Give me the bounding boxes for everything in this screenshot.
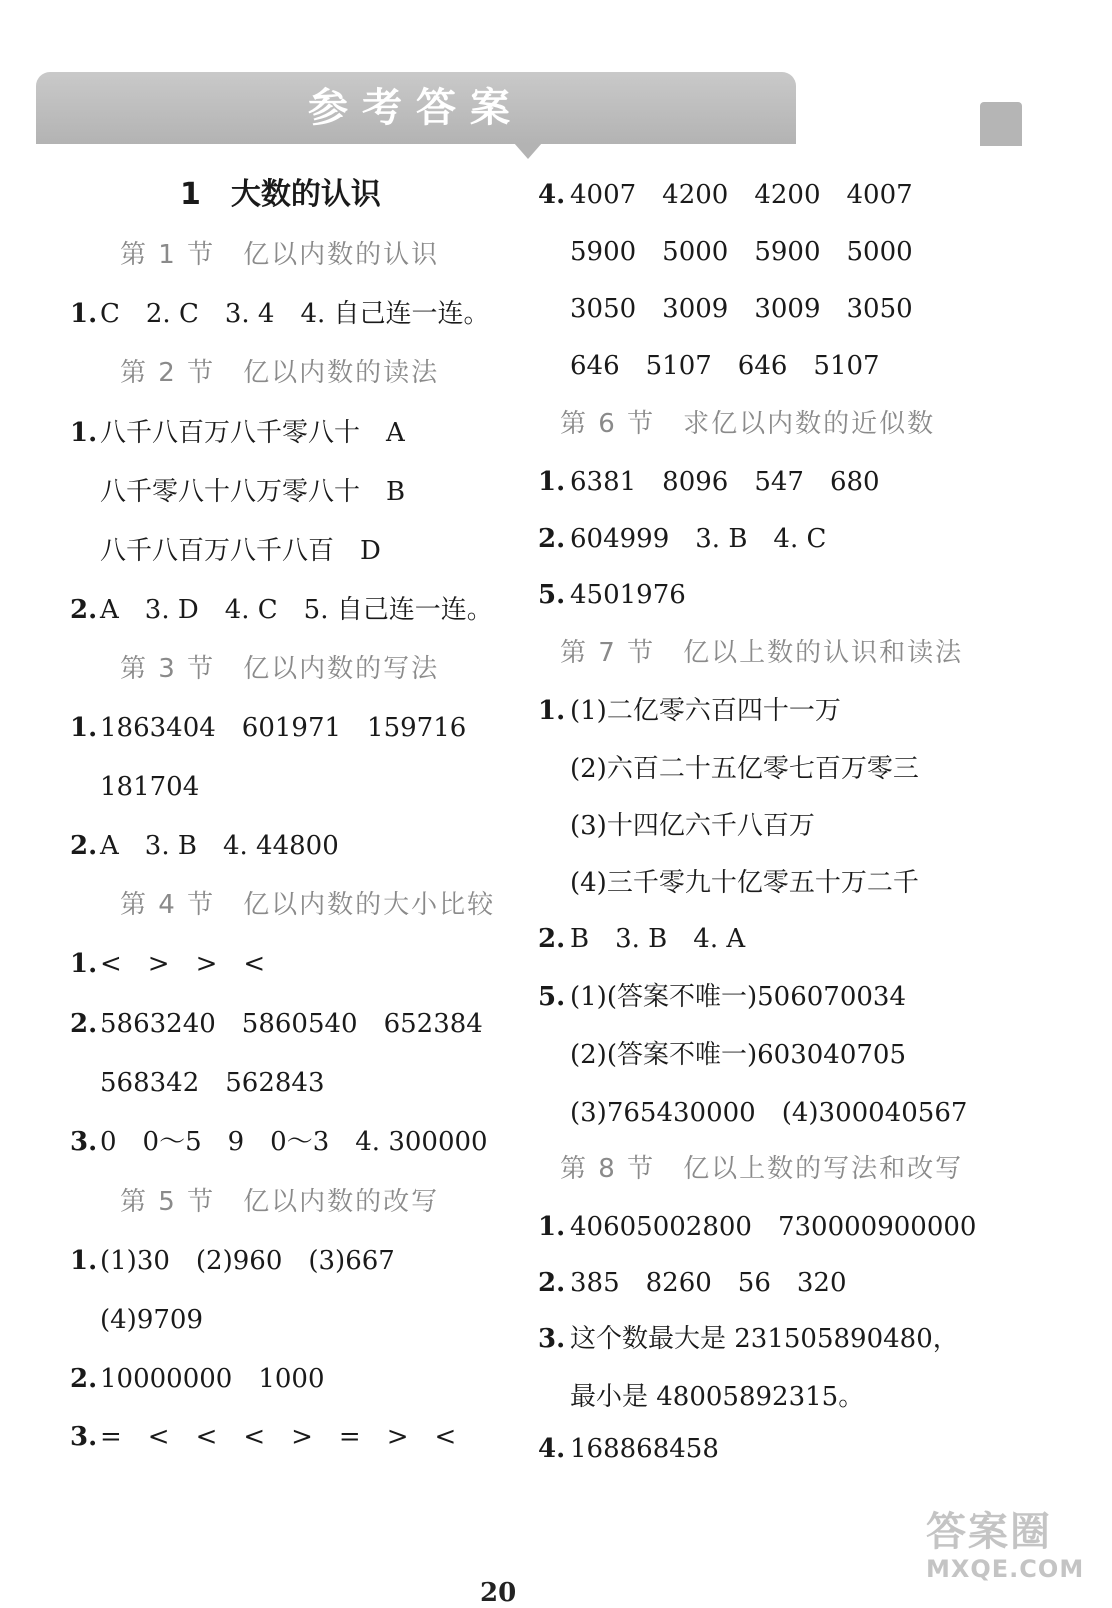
question-number: 1. <box>70 949 98 979</box>
answer-line: (3)765430000 (4)300040567 <box>570 1098 968 1128</box>
section-heading: 第 4 节 亿以内数的大小比较 <box>120 890 496 920</box>
answer-line: 3050 3009 3009 3050 <box>570 294 913 324</box>
answer-line <box>538 1266 847 1300</box>
answer-line <box>538 465 880 499</box>
question-number: 1. <box>538 1212 566 1242</box>
question-number: 2. <box>70 1009 98 1039</box>
answer-line: (2)(答案不唯一)603040705 <box>570 1040 906 1070</box>
answer-line <box>70 1007 483 1041</box>
answer-text: B 3. B 4. A <box>570 924 746 954</box>
answer-line <box>538 1210 976 1244</box>
answer-line: 最小是 48005892315。 <box>570 1382 865 1412</box>
page-title: 参考答案 <box>308 85 524 131</box>
answer-line <box>538 922 745 956</box>
question-number: 5. <box>538 982 566 1012</box>
answer-text: = < < < > = > < <box>100 1422 457 1452</box>
answer-line <box>70 1244 395 1278</box>
watermark-text: 答案圈 <box>926 1509 1052 1555</box>
answer-text: 0 0～5 9 0～3 4. 300000 <box>100 1127 488 1157</box>
question-number: 2. <box>538 1268 566 1298</box>
answer-text: < > > < <box>100 949 266 979</box>
question-number: 4. <box>538 1434 566 1464</box>
section-heading: 第 7 节 亿以上数的认识和读法 <box>560 638 964 668</box>
answer-line: (3)十四亿六千八百万 <box>570 811 815 841</box>
answer-line: 181704 <box>100 772 200 802</box>
answer-text: (1)30 (2)960 (3)667 <box>100 1246 395 1276</box>
watermark-logo <box>926 1508 1096 1588</box>
section-heading: 第 8 节 亿以上数的写法和改写 <box>560 1154 964 1184</box>
chapter-title: 1 大数的认识 <box>180 177 381 212</box>
answer-text: 4501976 <box>570 580 686 610</box>
section-heading: 第 5 节 亿以内数的改写 <box>120 1187 440 1217</box>
section-heading: 第 3 节 亿以内数的写法 <box>120 654 440 684</box>
answer-text: 10000000 1000 <box>100 1364 325 1394</box>
answer-text: 604999 3. B 4. C <box>570 524 827 554</box>
answer-text: A 3. D 4. C 5. 自己连一连。 <box>100 595 493 625</box>
question-number: 2. <box>538 524 566 554</box>
answer-text: 4007 4200 4200 4007 <box>570 180 913 210</box>
answer-line <box>70 947 265 981</box>
answer-text: A 3. B 4. 44800 <box>100 831 339 861</box>
answer-line: 568342 562843 <box>100 1068 325 1098</box>
section-heading: 第 2 节 亿以内数的读法 <box>120 358 440 388</box>
question-number: 1. <box>538 467 566 497</box>
side-tab-marker <box>980 102 1022 146</box>
answer-line <box>70 416 405 450</box>
answer-line <box>538 178 913 212</box>
answer-line: (4)三千零九十亿零五十万二千 <box>570 868 919 898</box>
question-number: 3. <box>538 1324 566 1354</box>
page-number: 20 <box>480 1578 517 1608</box>
answer-text: (1)(答案不唯一)506070034 <box>570 982 906 1012</box>
answer-line: 5900 5000 5900 5000 <box>570 237 913 267</box>
answer-line <box>70 1420 456 1454</box>
answer-text: C 2. C 3. 4 4. 自己连一连。 <box>100 299 490 329</box>
header-banner-notch <box>514 143 542 159</box>
question-number: 2. <box>538 924 566 954</box>
answer-line <box>70 711 466 745</box>
answer-line: (4)9709 <box>100 1305 203 1335</box>
watermark-url: MXQE.COM <box>926 1555 1085 1583</box>
answer-text: 6381 8096 547 680 <box>570 467 880 497</box>
answer-line: 八千零八十八万零八十 B <box>100 477 406 507</box>
answer-text: (1)二亿零六百四十一万 <box>570 696 841 726</box>
answer-line <box>538 578 686 612</box>
question-number: 5. <box>538 580 566 610</box>
answer-text: 385 8260 56 320 <box>570 1268 847 1298</box>
answer-line <box>538 1322 959 1356</box>
answer-line <box>70 1125 488 1159</box>
answer-line <box>538 1432 719 1466</box>
answer-line <box>538 694 841 728</box>
section-heading: 第 6 节 求亿以内数的近似数 <box>560 409 936 439</box>
answer-line: 646 5107 646 5107 <box>570 351 880 381</box>
answer-line <box>70 593 493 627</box>
answer-text: 八千八百万八千零八十 A <box>100 418 405 448</box>
answer-text: 40605002800 730000900000 <box>570 1212 977 1242</box>
question-number: 1. <box>538 696 566 726</box>
answer-line <box>538 522 826 556</box>
question-number: 1. <box>70 299 98 329</box>
answer-line <box>70 1362 325 1396</box>
question-number: 1. <box>70 1246 98 1276</box>
answer-line <box>70 829 339 863</box>
section-heading: 第 1 节 亿以内数的认识 <box>120 240 440 270</box>
question-number: 2. <box>70 831 98 861</box>
question-number: 2. <box>70 595 98 625</box>
answer-text: 168868458 <box>570 1434 719 1464</box>
question-number: 3. <box>70 1422 98 1452</box>
answer-text: 1863404 601971 159716 <box>100 713 467 743</box>
answer-text: 5863240 5860540 652384 <box>100 1009 483 1039</box>
answer-line: 八千八百万八千八百 D <box>100 536 381 566</box>
answer-line <box>538 980 906 1014</box>
question-number: 3. <box>70 1127 98 1157</box>
answer-text: 这个数最大是 231505890480， <box>570 1324 959 1354</box>
answer-line: (2)六百二十五亿零七百万零三 <box>570 754 919 784</box>
question-number: 4. <box>538 180 566 210</box>
question-number: 1. <box>70 418 98 448</box>
question-number: 2. <box>70 1364 98 1394</box>
question-number: 1. <box>70 713 98 743</box>
answer-line <box>70 297 490 331</box>
